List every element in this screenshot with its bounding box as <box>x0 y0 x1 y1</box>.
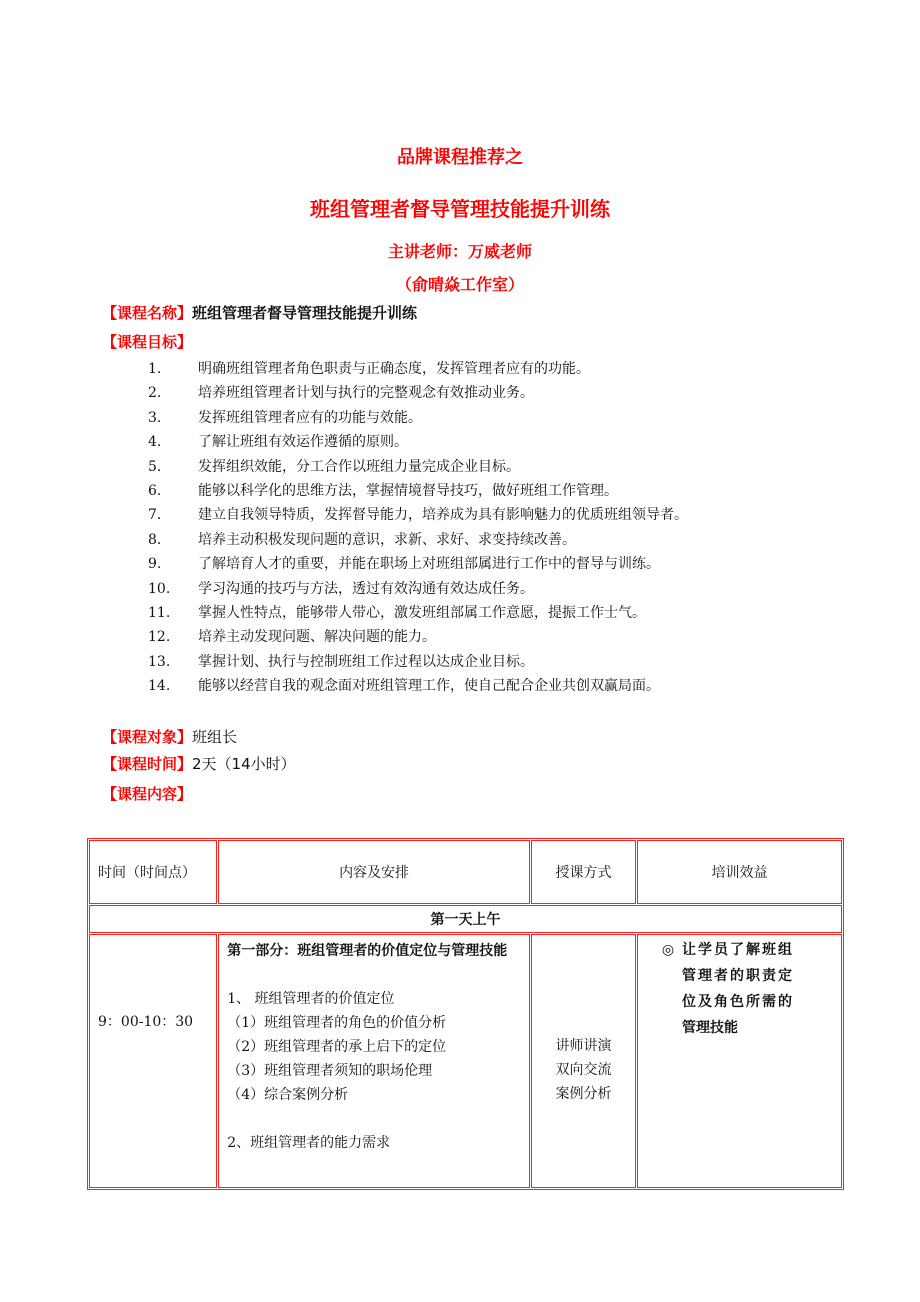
goal-number: 4. <box>148 434 162 451</box>
doc-title: 班组管理者督导管理技能提升训练 <box>310 197 610 221</box>
course-audience-value: 班组长 <box>192 728 238 746</box>
sub-item: （4）综合案例分析 <box>227 1087 349 1103</box>
goal-number: 5. <box>148 458 162 475</box>
goal-number: 7. <box>148 507 162 524</box>
header-benefit: 培训效益 <box>637 840 842 904</box>
table-row <box>89 934 842 1188</box>
goal-text: 培养班组管理者计划与执行的完整观念有效推动业务。 <box>198 385 534 402</box>
goal-number: 3. <box>148 409 162 426</box>
studio: （俞晴焱工作室） <box>395 275 524 294</box>
goal-item <box>148 406 688 430</box>
day-label: 第一天上午 <box>89 905 842 933</box>
goal-item <box>148 503 688 527</box>
goal-item <box>148 601 688 625</box>
course-duration-field <box>102 753 296 774</box>
benefit-line: 管理技能 <box>682 1020 738 1036</box>
goal-item <box>148 430 688 454</box>
goal-item <box>148 357 688 381</box>
goal-item <box>148 650 688 674</box>
goal-item <box>148 577 688 601</box>
goal-item <box>148 674 688 698</box>
instructor: 主讲老师：万威老师 <box>387 242 532 261</box>
goal-item <box>148 552 688 576</box>
course-content-label: 【课程内容】 <box>102 785 193 803</box>
goal-text: 了解培育人才的重要，并能在职场上对班组部属进行工作中的督导与训练。 <box>198 556 660 573</box>
content-cell <box>218 934 530 1188</box>
time-cell <box>89 934 217 1188</box>
goal-text: 明确班组管理者角色职责与正确态度，发挥管理者应有的功能。 <box>198 361 590 377</box>
goal-number: 14. <box>148 678 171 695</box>
goal-number: 10. <box>148 580 171 597</box>
sub-item: （3）班组管理者须知的职场伦理 <box>227 1063 433 1079</box>
goal-item <box>148 381 688 405</box>
method-item: 案例分析 <box>555 1086 612 1102</box>
header-method: 授课方式 <box>531 840 636 904</box>
course-name-value: 班组管理者督导管理技能提升训练 <box>192 304 418 322</box>
goal-number: 1. <box>148 361 162 377</box>
method-item: 双向交流 <box>555 1062 612 1078</box>
course-goal-field <box>102 331 192 352</box>
goal-text: 能够以科学化的思维方法，掌握情境督导技巧，做好班组工作管理。 <box>198 482 618 499</box>
method-cell <box>531 934 636 1188</box>
course-audience-label: 【课程对象】 <box>102 728 193 746</box>
course-goal-label: 【课程目标】 <box>102 333 193 351</box>
goal-number: 9. <box>148 556 162 573</box>
benefit-line: 管理者的职责定 <box>682 968 794 984</box>
goal-text: 了解让班组有效运作遵循的原则。 <box>198 434 408 451</box>
goal-item <box>148 528 688 552</box>
goal-item <box>148 625 688 649</box>
benefit-line: 让学员了解班组 <box>682 942 794 958</box>
course-content-field <box>102 783 192 804</box>
header-content: 内容及安排 <box>218 840 530 904</box>
goal-number: 13. <box>148 653 171 670</box>
goal-number: 12. <box>148 629 171 646</box>
goal-text: 学习沟通的技巧与方法，透过有效沟通有效达成任务。 <box>198 580 534 597</box>
day-row <box>89 905 842 933</box>
part-title: 第一部分：班组管理者的价值定位与管理技能 <box>227 943 508 959</box>
goal-text: 能够以经营自我的观念面对班组管理工作，使自己配合企业共创双赢局面。 <box>198 678 660 695</box>
goal-text: 培养主动积极发现问题的意识，求新、求好、求变持续改善。 <box>198 531 576 548</box>
course-audience-field <box>102 726 237 747</box>
course-duration-label: 【课程时间】 <box>102 755 193 773</box>
goal-text: 掌握人性特点，能够带人带心，激发班组部属工作意愿，提振工作士气。 <box>198 604 646 621</box>
goal-item <box>148 455 688 479</box>
course-duration-value: 2天（14小时） <box>192 755 296 773</box>
time-value: 9：00-10：30 <box>98 1014 194 1030</box>
course-name-field <box>102 302 417 323</box>
sub-item: （1）班组管理者的角色的价值分析 <box>227 1015 447 1031</box>
course-name-label: 【课程名称】 <box>102 304 193 322</box>
goal-number: 2. <box>148 385 162 402</box>
benefit-cell <box>637 934 842 1188</box>
benefit-line: 位及角色所需的 <box>682 994 794 1010</box>
schedule-table <box>87 838 844 1190</box>
goal-text: 发挥班组管理者应有的功能与效能。 <box>198 409 422 426</box>
goal-text: 建立自我领导特质，发挥督导能力，培养成为具有影响魅力的优质班组领导者。 <box>198 507 688 524</box>
section-title: 1、 班组管理者的价值定位 <box>227 991 395 1007</box>
table-header-row <box>89 840 842 904</box>
goal-number: 8. <box>148 531 162 548</box>
section-title: 2、班组管理者的能力需求 <box>227 1135 391 1151</box>
goal-text: 掌握计划、执行与控制班组工作过程以达成企业目标。 <box>198 653 534 670</box>
goal-list <box>148 357 688 698</box>
doc-title-prefix: 品牌课程推荐之 <box>397 147 523 168</box>
goal-number: 6. <box>148 482 162 499</box>
goal-number: 11. <box>148 604 171 621</box>
goal-text: 培养主动发现问题、解决问题的能力。 <box>198 629 436 646</box>
goal-text: 发挥组织效能，分工合作以班组力量完成企业目标。 <box>198 458 520 475</box>
sub-item: （2）班组管理者的承上启下的定位 <box>227 1039 447 1055</box>
method-item: 讲师讲演 <box>555 1038 612 1054</box>
goal-item <box>148 479 688 503</box>
double-circle-bullet-icon: ◎ <box>661 942 677 958</box>
header-time: 时间（时间点） <box>89 840 217 904</box>
